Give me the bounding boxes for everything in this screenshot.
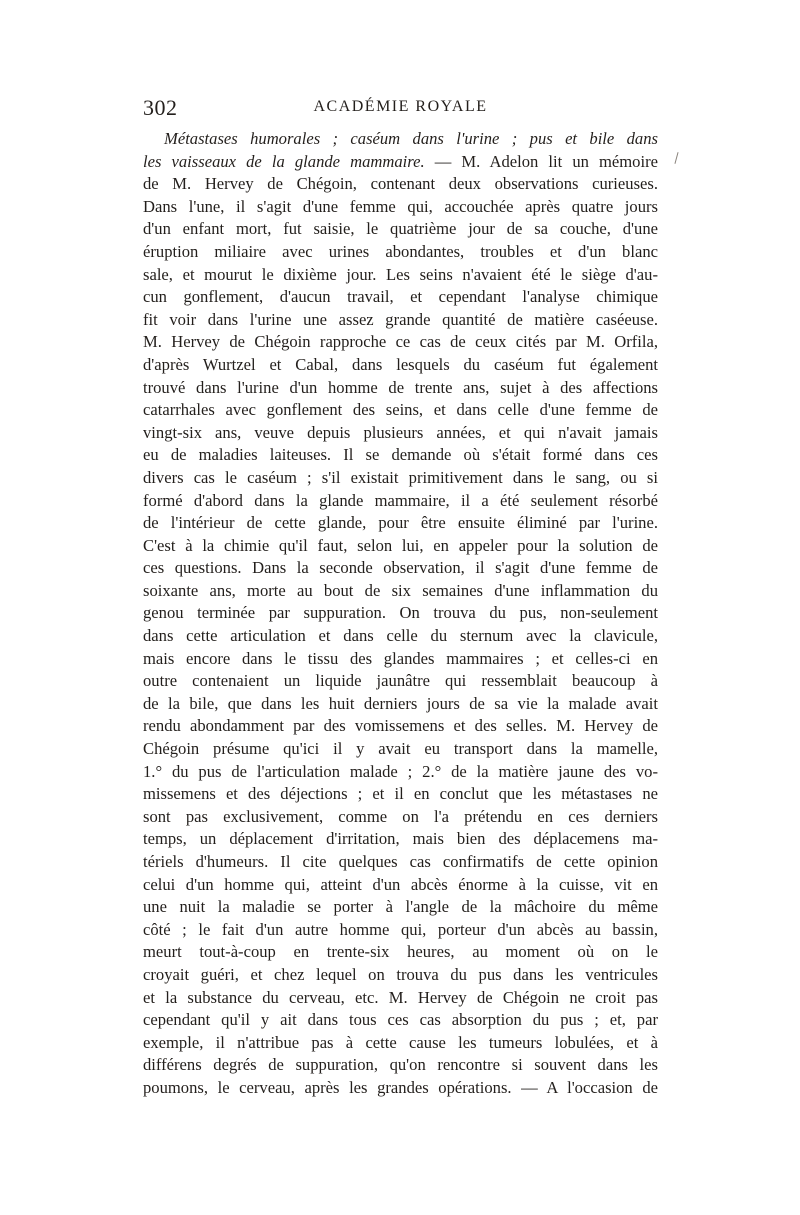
text-line	[143, 1077, 658, 1100]
roman-text: mais encore dans le tissu des glandes mammaires ; et celles-ci en	[143, 648, 658, 668]
text-line	[143, 670, 658, 693]
text-line	[143, 625, 658, 648]
text-line	[143, 309, 658, 332]
roman-text: sont pas exclusivement, comme on l'a prétendu en ces derniers	[143, 806, 658, 826]
roman-text: de l'intérieur de cette glande, pour être ensuite éliminé par l'urine.	[143, 513, 658, 533]
roman-text: ces questions. Dans la seconde observation, il s'agit d'une femme de	[143, 558, 658, 578]
body-text	[143, 128, 658, 1100]
roman-text: d'après Wurtzel et Cabal, dans lesquels du caséum fut également	[143, 354, 658, 374]
roman-text: cun gonflement, d'aucun travail, et cependant l'analyse chimique	[143, 287, 658, 307]
roman-text: temps, un déplacement d'irritation, mais bien des déplacemens ma-	[143, 829, 658, 849]
text-line	[143, 512, 658, 535]
roman-text: outre contenaient un liquide jaunâtre qui ressemblait beaucoup à	[143, 671, 658, 691]
roman-text: rendu abondamment par des vomissemens et des selles. M. Hervey de	[143, 716, 658, 736]
text-line	[143, 648, 658, 671]
roman-text: formé d'abord dans la glande mammaire, il a été seulement résorbé	[143, 490, 658, 510]
roman-text: vingt-six ans, veuve depuis plusieurs années, et qui n'avait jamais	[143, 422, 658, 442]
text-line	[143, 399, 658, 422]
text-line	[143, 128, 658, 151]
roman-text: dans cette articulation et dans celle du sternum avec la clavicule,	[143, 626, 658, 646]
text-line	[143, 422, 658, 445]
roman-text: de M. Hervey de Chégoin, contenant deux observations curieuses.	[143, 174, 658, 194]
text-line	[143, 1054, 658, 1077]
text-line	[143, 467, 658, 490]
text-line	[143, 1009, 658, 1032]
text-line	[143, 331, 658, 354]
roman-text: eu de maladies laiteuses. Il se demande où s'était formé dans ces	[143, 445, 658, 465]
roman-text: de la bile, que dans les huit derniers jours de sa vie la malade avait	[143, 693, 658, 713]
roman-text: genou terminée par suppuration. On trouva du pus, non-seulement	[143, 603, 658, 623]
roman-text: d'un enfant mort, fut saisie, le quatrième jour de sa couche, d'une	[143, 219, 658, 239]
running-head: ACADÉMIE ROYALE	[313, 98, 488, 115]
roman-text: catarrhales avec gonflement des seins, et dans celle d'une femme de	[143, 400, 658, 420]
text-line	[143, 218, 658, 241]
roman-text: M. Hervey de Chégoin rapproche ce cas de ceux cités par M. Orfila,	[143, 332, 658, 352]
roman-text: différens degrés de suppuration, qu'on rencontre si souvent dans les	[143, 1055, 658, 1075]
roman-text: cependant qu'il y ait dans tous ces cas absorption du pus ; et, par	[143, 1010, 658, 1030]
roman-text: tériels d'humeurs. Il cite quelques cas confirmatifs de cette opinion	[143, 852, 658, 871]
text-line	[143, 490, 658, 513]
roman-text: divers cas le caséum ; s'il existait primitivement dans le sang, ou si	[143, 467, 658, 487]
text-line	[143, 535, 658, 558]
text-line	[143, 173, 658, 196]
roman-text: soixante ans, morte au bout de six semaines d'une inflammation du	[143, 580, 658, 600]
text-line	[143, 1032, 658, 1055]
text-line	[143, 783, 658, 806]
roman-text: exemple, il n'attribue pas à cette cause les tumeurs lobulées, et à	[143, 1032, 658, 1052]
text-line	[143, 444, 658, 467]
text-line	[143, 738, 658, 761]
roman-text: poumons, le cerveau, après les grandes opérations. — A l'occasion de	[143, 1077, 658, 1097]
roman-text: — M. Adelon lit un mémoire	[424, 151, 658, 171]
text-line	[143, 693, 658, 716]
roman-text: 1.° du pus de l'articulation malade ; 2.° de la matière jaune des vo-	[143, 761, 658, 781]
page-header	[143, 95, 658, 119]
text-line	[143, 851, 658, 874]
text-line	[143, 354, 658, 377]
text-line	[143, 896, 658, 919]
roman-text: celui d'un homme qui, atteint d'un abcès énorme à la cuisse, vit en	[143, 874, 658, 894]
text-line	[143, 964, 658, 987]
roman-text: côté ; le fait d'un autre homme qui, porteur d'un abcès au bassin,	[143, 919, 658, 939]
roman-text: C'est à la chimie qu'il faut, selon lui, en appeler pour la solution de	[143, 535, 658, 555]
roman-text: éruption miliaire avec urines abondantes, troubles et d'un blanc	[143, 241, 658, 261]
text-line	[143, 919, 658, 942]
text-line	[143, 580, 658, 603]
roman-text: trouvé dans l'urine d'un homme de trente ans, sujet à des affections	[143, 377, 658, 397]
roman-text: fit voir dans l'urine une assez grande quantité de matière caséeuse.	[143, 309, 658, 329]
italic-title: les vaisseaux de la glande mammaire.	[143, 151, 425, 171]
text-line	[143, 806, 658, 829]
roman-text: meurt tout-à-coup en trente-six heures, au moment où on le	[143, 942, 658, 962]
margin-mark	[674, 152, 678, 164]
roman-text: missemens et des déjections ; et il en conclut que les métastases ne	[143, 784, 658, 804]
text-line	[143, 874, 658, 897]
roman-text: croyait guéri, et chez lequel on trouva du pus dans les ventricules	[143, 964, 658, 984]
roman-text: Chégoin présume qu'ici il y avait eu transport dans la mamelle,	[143, 739, 658, 759]
roman-text: sale, et mourut le dixième jour. Les seins n'avaient été le siège d'au-	[143, 264, 658, 284]
text-line	[143, 828, 658, 851]
page-number: 302	[143, 95, 178, 120]
text-line	[143, 241, 658, 264]
text-line	[143, 941, 658, 964]
text-line	[143, 377, 658, 400]
roman-text: une nuit la maladie se porter à l'angle de la mâchoire du même	[143, 897, 658, 917]
text-line	[143, 761, 658, 784]
italic-title: Métastases humorales ; caséum dans l'urine ; pus et bile dans	[164, 129, 658, 148]
roman-text: et la substance du cerveau, etc. M. Hervey de Chégoin ne croit pas	[143, 987, 658, 1007]
text-line	[143, 196, 658, 219]
text-line	[143, 264, 658, 287]
text-line	[143, 715, 658, 738]
text-line	[143, 987, 658, 1010]
roman-text: Dans l'une, il s'agit d'une femme qui, accouchée après quatre jours	[143, 196, 658, 216]
text-line	[143, 151, 658, 174]
text-line	[143, 602, 658, 625]
text-line	[143, 557, 658, 580]
text-line	[143, 286, 658, 309]
